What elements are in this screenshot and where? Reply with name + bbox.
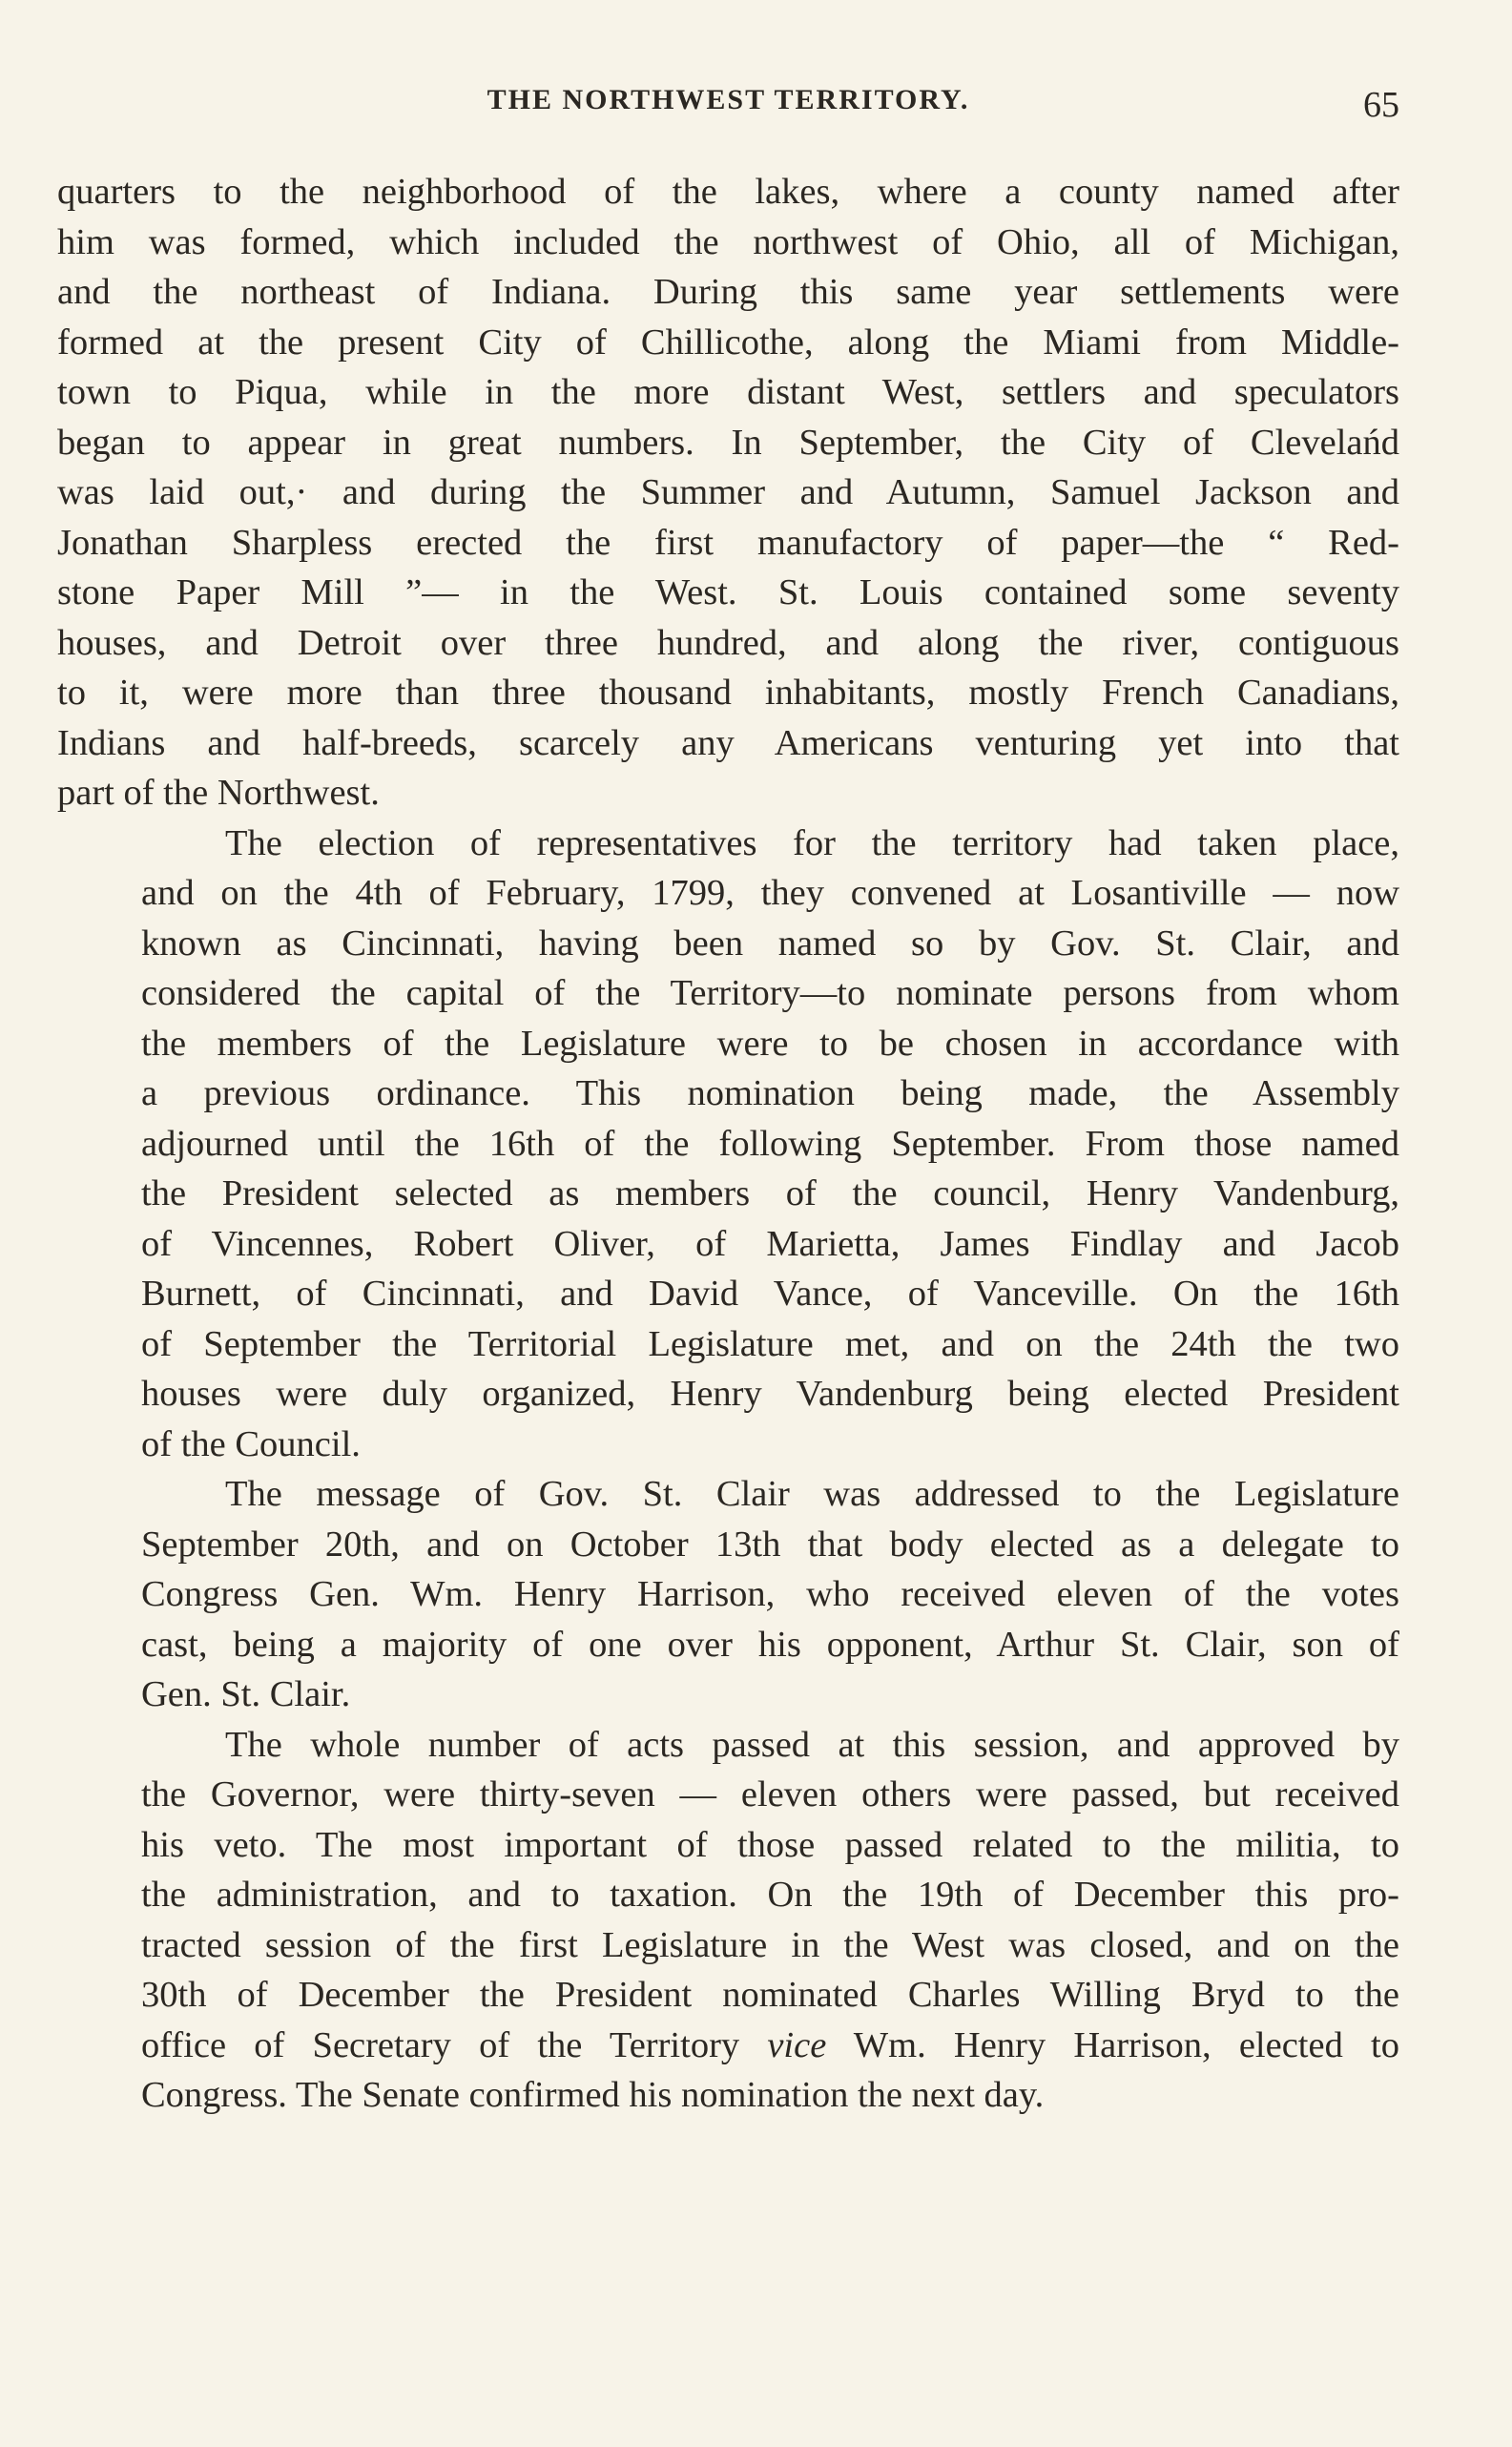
- text-line: of September the Territorial Legislature met, and on the 24th the two: [141, 1323, 1399, 1364]
- text-line: Congress Gen. Wm. Henry Harrison, who received eleven of the votes: [141, 1574, 1399, 1614]
- text-line: tracted session of the first Legislature in the West was closed, and on the: [141, 1924, 1399, 1965]
- text-line: quarters to the neighborhood of the lakes, where a county named after: [57, 172, 1399, 212]
- paragraph: [57, 1469, 1399, 1720]
- text-line: the members of the Legislature were to be chosen in accordance with: [141, 1023, 1399, 1064]
- text-line: cast, being a majority of one over his opponent, Arthur St. Clair, son of: [141, 1624, 1399, 1665]
- text-line: 30th of December the President nominated Charles Willing Bryd to the: [141, 1975, 1399, 2015]
- text-line: and the northeast of Indiana. During this same year settlements were: [57, 272, 1399, 312]
- text-line: houses were duly organized, Henry Vandenburg being elected President: [141, 1374, 1399, 1414]
- text-line: to it, were more than three thousand inhabitants, mostly French Canadians,: [57, 673, 1399, 713]
- text-line: the Governor, were thirty-seven — eleven others were passed, but received: [141, 1774, 1399, 1815]
- text-line: September 20th, and on October 13th that body elected as a delegate to: [141, 1524, 1399, 1565]
- text-line: Jonathan Sharpless erected the first manufactory of paper—the “ Red-: [57, 522, 1399, 563]
- running-title: THE NORTHWEST TERRITORY.: [487, 84, 970, 115]
- text-line: and on the 4th of February, 1799, they convened at Losantiville — now: [141, 873, 1399, 913]
- text-line: Congress. The Senate confirmed his nomination the next day.: [141, 2075, 1045, 2115]
- text-line: The election of representatives for the territory had taken place,: [225, 822, 1399, 863]
- text-line: houses, and Detroit over three hundred, and along the river, contiguous: [57, 622, 1399, 663]
- text-line: Indians and half-breeds, scarcely any Americans venturing yet into that: [57, 722, 1399, 763]
- text-line: Gen. St. Clair.: [141, 1674, 351, 1714]
- text-line: The whole number of acts passed at this session, and approved by: [225, 1724, 1399, 1765]
- text-line: formed at the present City of Chillicothe, along the Miami from Middle-: [57, 321, 1399, 363]
- text-line: of the Council.: [141, 1423, 361, 1464]
- paragraph: [57, 819, 1399, 1470]
- text-line: was laid out,· and during the Summer and Autumn, Samuel Jackson and: [57, 472, 1399, 512]
- text-line: town to Piqua, while in the more distant West, settlers and speculators: [57, 372, 1399, 412]
- page-number: 65: [1363, 85, 1399, 125]
- running-head: [57, 84, 1399, 126]
- text-line: office of Secretary of the Territory vice Wm. Henry Harrison, elected to: [141, 2024, 1399, 2065]
- text-line: the administration, and to taxation. On the 19th of December this pro-: [141, 1875, 1399, 1915]
- text-line: part of the Northwest.: [57, 773, 380, 813]
- text-line: of Vincennes, Robert Oliver, of Marietta, James Findlay and Jacob: [141, 1223, 1399, 1264]
- text-line: a previous ordinance. This nomination being made, the Assembly: [141, 1073, 1399, 1113]
- text-line: The message of Gov. St. Clair was addressed to the Legislature: [225, 1474, 1399, 1514]
- text-line: him was formed, which included the northwest of Ohio, all of Michigan,: [57, 221, 1399, 262]
- text-line: began to appear in great numbers. In September, the City of Clevelańd: [57, 422, 1399, 463]
- paragraph: [57, 167, 1399, 819]
- text-line: Burnett, of Cincinnati, and David Vance, of Vanceville. On the 16th: [141, 1274, 1399, 1314]
- text-line: known as Cincinnati, having been named so by Gov. St. Clair, and: [141, 923, 1399, 964]
- book-page: [57, 0, 1399, 2447]
- text-line: stone Paper Mill ”— in the West. St. Louis contained some seventy: [57, 572, 1399, 612]
- text-line: his veto. The most important of those passed related to the militia, to: [141, 1824, 1399, 1865]
- body-text: [57, 167, 1399, 2121]
- text-line: the President selected as members of the council, Henry Vandenburg,: [141, 1173, 1399, 1213]
- text-line: adjourned until the 16th of the following September. From those named: [141, 1123, 1399, 1164]
- paragraph: [57, 1720, 1399, 2121]
- text-line: considered the capital of the Territory—to nominate persons from whom: [141, 973, 1399, 1013]
